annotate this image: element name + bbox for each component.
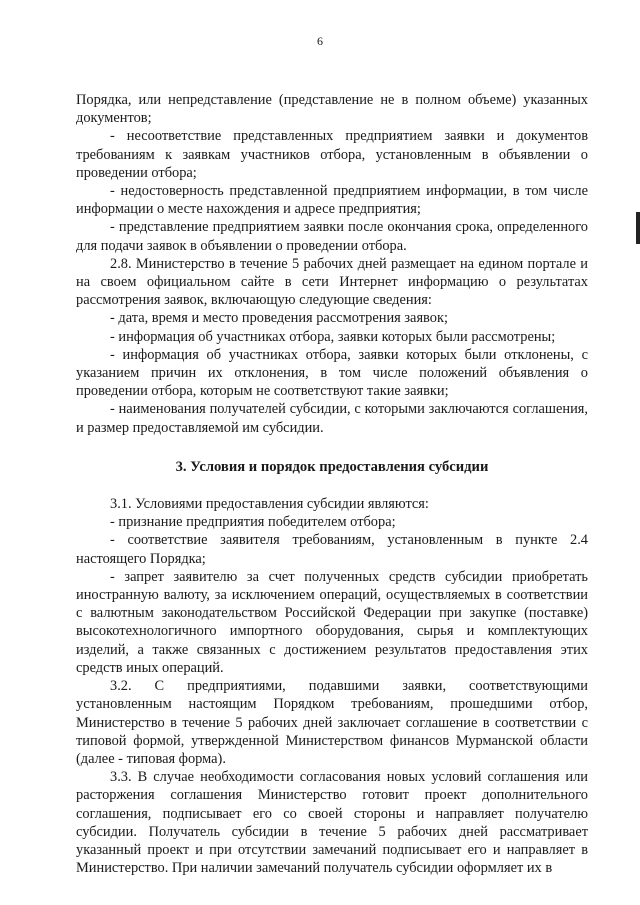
paragraph: 3.2. С предприятиями, подавшими заявки, соответствующими установленным настоящим Порядком требованиям, прошедшими отбор, Министерство в течение 5 рабочих дней заключает соглашение в соответствии с типовой формой, утвержденной Министерством финансов Мурманской области (далее - типовая форма). (76, 678, 588, 767)
scan-edge-mark (636, 212, 640, 244)
document-body (76, 91, 588, 877)
list-item: - наименования получателей субсидии, с которыми заключаются соглашения, и размер предоставляемой им субсидии. (76, 401, 588, 436)
list-item: - информация об участниках отбора, заявки которых были отклонены, с указанием причин их отклонения, в том числе положений объявления о проведении отбора, которым не соответствуют такие заявки; (76, 346, 588, 400)
section-heading: 3. Условия и порядок предоставления субсидии (175, 458, 489, 475)
paragraph: 3.3. В случае необходимости согласования новых условий соглашения или расторжения соглашения Министерство готовит проект дополнительного соглашения, подписывает его со своей стороны и направляет получателю субсидии. Получатель субсидии в течение 5 рабочих дней рассматривает указанный проект и при отсутствии замечаний подписывает его и направляет в Министерство. При наличии замечаний получатель субсидии оформляет их в (76, 769, 588, 877)
paragraph: 3.1. Условиями предоставления субсидии являются: (110, 496, 429, 513)
list-item: - признание предприятия победителем отбора; (110, 514, 396, 531)
list-item: - соответствие заявителя требованиям, установленным в пункте 2.4 настоящего Порядка; (76, 532, 588, 567)
paragraph: 2.8. Министерство в течение 5 рабочих дней размещает на едином портале и на своем официальном сайте в сети Интернет информацию о результатах рассмотрения заявок, включающую следующие сведения: (76, 255, 588, 309)
list-item: - недостоверность представленной предприятием информации, в том числе информации о месте нахождения и адресе предприятия; (76, 183, 588, 218)
list-item: - информация об участниках отбора, заявки которых были рассмотрены; (110, 328, 556, 345)
list-item: - запрет заявителю за счет полученных средств субсидии приобретать иностранную валюту, за исключением операций, осуществляемых в соответствии с валютным законодательством Российской Федерации при закупке (поставке) высокотехнологичного импортного оборудования, сырья и комплектующих изделий, а также связанных с достижением результатов предоставления этих средств иных операций. (76, 568, 588, 676)
list-item: - несоответствие представленных предприятием заявки и документов требованиям к заявкам участников отбора, установленным в объявлении о проведении отбора; (76, 128, 588, 181)
list-item: - дата, время и место проведения рассмотрения заявок; (110, 310, 448, 327)
paragraph: Порядка, или непредставление (представление не в полном объеме) указанных документов; (76, 92, 588, 127)
page-number: 6 (317, 34, 323, 48)
list-item: - представление предприятием заявки после окончания срока, определенного для подачи заявок в объявлении о проведении отбора. (76, 219, 588, 254)
